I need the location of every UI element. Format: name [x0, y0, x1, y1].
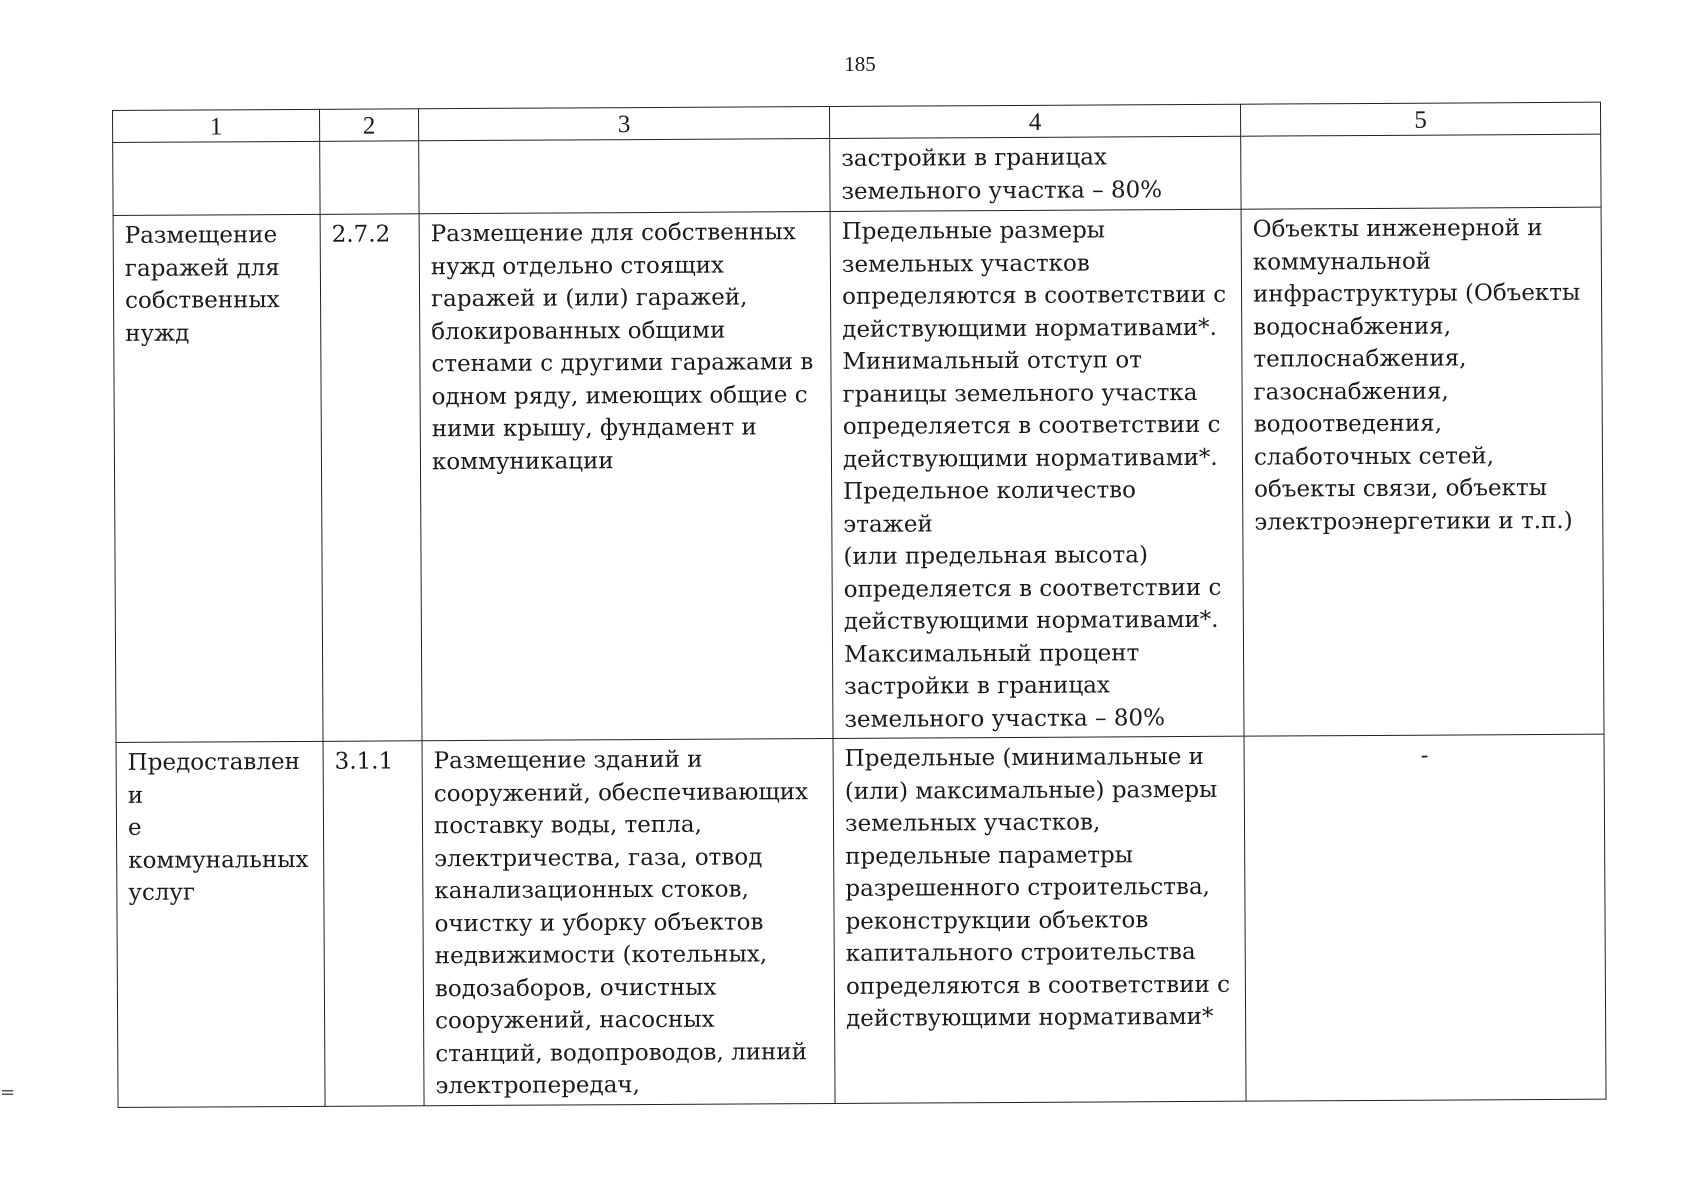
cell-parameters: застройки в границах земельного участка – 80% [830, 136, 1241, 211]
cell-land-use-name: Размещение гаражей для собственных нужд [113, 214, 323, 742]
margin-mark: = [0, 1082, 16, 1103]
cell-code [320, 141, 419, 215]
table-row [113, 207, 1604, 742]
cell-land-use-name: Предоставлени е коммунальных услуг [116, 741, 325, 1107]
column-header: 1 [113, 109, 320, 142]
column-header: 3 [418, 106, 829, 140]
cell-code: 2.7.2 [320, 214, 422, 742]
table-row [116, 734, 1606, 1107]
column-header: 2 [319, 109, 418, 142]
cell-parameters: Предельные размеры земельных участков определяются в соответствии с действующими нормативами*. Минимальный отступ от границы земельного участка определяется в соответствии с действующими нормативами*. Предельное количество этажей (или предельная высота) определяется в соответствии с действующими нормативами*. Максимальный процент застройки в границах земельного участка – 80% [830, 209, 1244, 738]
column-header: 4 [829, 104, 1240, 138]
cell-description: Размещение зданий и сооружений, обеспечивающих поставку воды, тепла, электричества, газа, отвод канализационных стоков, очистку и уборку объектов недвижимости (котельных, водозаборов, очистных сооружений, насосных станций, водопроводов, линий электропередач, [422, 738, 835, 1105]
table-row [113, 134, 1601, 215]
cell-description [419, 138, 830, 213]
cell-code: 3.1.1 [323, 741, 424, 1106]
cell-parameters: Предельные (минимальные и (или) максимальные) размеры земельных участков, предельные параметры разрешенного строительства, реконструкции объектов капитального строительства определяются в соответствии с действующими нормативами* [833, 736, 1246, 1103]
column-header: 5 [1240, 102, 1600, 136]
cell-permitted-objects: - [1244, 734, 1606, 1101]
cell-description: Размещение для собственных нужд отдельно стоящих гаражей и (или) гаражей, блокированных общими стенами с другими гаражами в одном ряду, имеющих общие с ними крышу, фундамент и коммуникации [419, 211, 833, 740]
cell-permitted-objects: Объекты инженерной и коммунальной инфраструктуры (Объекты водоснабжения, теплоснабжения, газоснабжения, водоотведения, слаботочных сетей, объекты связи, объекты электроэнергетики и т.п.) [1241, 207, 1604, 736]
cell-land-use-name [113, 141, 320, 215]
cell-permitted-objects [1241, 134, 1601, 209]
page-number: 185 [844, 52, 876, 76]
land-use-table [112, 102, 1607, 1108]
